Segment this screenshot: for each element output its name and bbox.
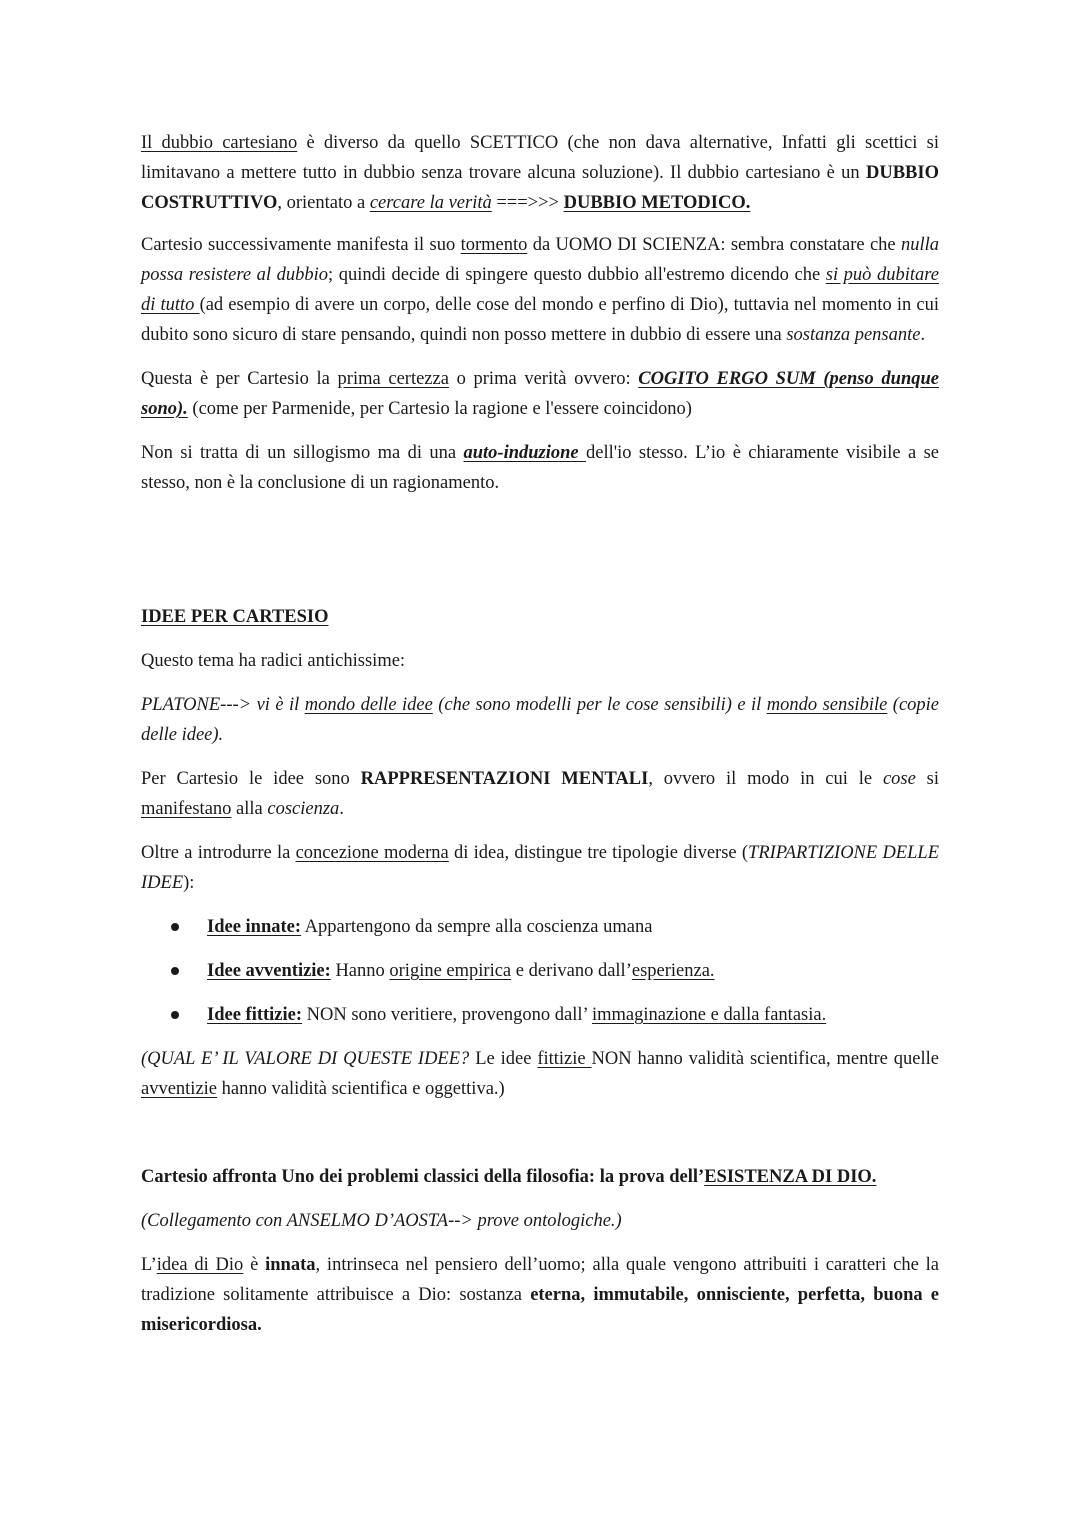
text-span: si	[915, 769, 939, 789]
term-prima-certezza: prima certezza	[337, 369, 449, 389]
document-page	[141, 128, 939, 1340]
text-span: ):	[183, 873, 195, 893]
term-fittizie: fittizie	[537, 1049, 592, 1069]
term-cercare-verita: cercare la verità	[369, 193, 492, 213]
bullet-icon	[171, 1011, 179, 1019]
section-heading-idee: IDEE PER CARTESIO	[141, 607, 329, 627]
term-origine-empirica: origine empirica	[389, 961, 512, 981]
list-item-label: Idee avventizie:	[207, 961, 331, 981]
text-span: Cartesio affronta Uno dei problemi classici della filosofia: la prova dell’	[141, 1167, 705, 1187]
text-span: NON hanno validità scientifica, mentre quelle	[591, 1049, 939, 1069]
text-span: alla	[231, 799, 268, 819]
paragraph-rappresentazioni	[141, 764, 939, 824]
bullet-icon	[171, 923, 179, 931]
term-rappresentazioni-mentali: RAPPRESENTAZIONI MENTALI	[360, 769, 649, 789]
term-immaginazione: immaginazione e dalla fantasia.	[591, 1005, 827, 1025]
term-nulla-resiste: nulla possa resistere al dubbio	[141, 235, 939, 285]
text-span: (copie delle idee).	[141, 695, 939, 745]
term-dubitare-tutto: si può dubitare di tutto	[141, 265, 939, 315]
term-concezione-moderna: concezione moderna	[295, 843, 449, 863]
text-span: da UOMO DI SCIENZA: sembra constatare che	[527, 235, 901, 255]
spacer	[141, 498, 939, 602]
text-span: NON sono veritiere, provengono dall’	[302, 1005, 592, 1025]
term-sostanza-pensante: sostanza pensante	[786, 325, 921, 345]
text-span: Le idee	[469, 1049, 538, 1069]
arrow-text: ===>>>	[491, 193, 564, 213]
text-span: Hanno	[330, 961, 390, 981]
text-span: (che sono modelli per le cose sensibili) e il	[432, 695, 767, 715]
text-span: , ovvero il modo in cui le	[648, 769, 883, 789]
text-span: è diverso da quello SCETTICO (che non dava alternative, Infatti gli scettici si limitavano a mettere tutto in dubbio senza trovare alcuna soluzione). Il dubbio cartesiano è un	[141, 133, 939, 183]
term-auto-induzione: auto-induzione	[463, 443, 587, 463]
paragraph-dubbio	[141, 128, 939, 218]
text-span: PLATONE---> vi è il	[141, 695, 305, 715]
term-mondo-sensibile: mondo sensibile	[766, 695, 888, 715]
text-span: Cartesio successivamente manifesta il suo	[141, 235, 461, 255]
text-span: Questa è per Cartesio la	[141, 369, 338, 389]
paragraph-esistenza-dio	[141, 1162, 939, 1192]
spacer	[141, 1104, 939, 1162]
text-span: e derivano dall’	[511, 961, 632, 981]
text-span: L’	[141, 1255, 157, 1275]
paragraph-idea-dio	[141, 1250, 939, 1340]
text-span: Per Cartesio le idee sono	[141, 769, 361, 789]
paragraph-platone	[141, 690, 939, 750]
paragraph-anselmo: (Collegamento con ANSELMO D’AOSTA--> prove ontologiche.)	[141, 1211, 622, 1231]
term-attributi-dio: eterna, immutabile, onnisciente, perfetta, buona e misericordiosa.	[141, 1285, 939, 1335]
text-span: ; quindi decide di spingere questo dubbio all'estremo dicendo che	[327, 265, 826, 285]
term-dubbio-costruttivo: DUBBIO COSTRUTTIVO	[141, 163, 939, 213]
text-span: Appartengono da sempre alla coscienza umana	[301, 917, 653, 937]
list-item	[171, 912, 939, 942]
text-span: (QUAL E’ IL VALORE DI QUESTE IDEE?	[141, 1049, 470, 1069]
text-span: hanno validità scientifica e oggettiva.)	[217, 1079, 505, 1099]
text-span: di idea, distingue tre tipologie diverse (	[448, 843, 749, 863]
term-tripartizione: TRIPARTIZIONE DELLE IDEE	[141, 843, 939, 893]
term-esistenza-dio: ESISTENZA DI DIO.	[704, 1167, 877, 1187]
text-span: (ad esempio di avere un corpo, delle cose del mondo e perfino di Dio), tuttavia nel momento in cui dubito sono sicuro di stare pensando, quindi non posso mettere in dubbio di essere una	[141, 295, 939, 345]
text-span: .	[339, 799, 344, 819]
term-innata: innata	[265, 1255, 316, 1275]
list-item-label: Idee fittizie:	[207, 1005, 303, 1025]
paragraph-radici: Questo tema ha radici antichissime:	[141, 651, 406, 671]
paragraph-valore	[141, 1044, 939, 1104]
term-tormento: tormento	[460, 235, 528, 255]
text-span: (come per Parmenide, per Cartesio la ragione e l'essere coincidono)	[187, 399, 692, 419]
text-span: dell'io stesso. L’io è chiaramente visibile a se stesso, non è la conclusione di un ragionamento.	[141, 443, 939, 493]
term-idea-dio: idea di Dio	[156, 1255, 244, 1275]
paragraph-cogito	[141, 364, 939, 424]
text-span: , orientato a	[277, 193, 370, 213]
text-span: o prima verità ovvero:	[448, 369, 639, 389]
term-mondo-idee: mondo delle idee	[304, 695, 433, 715]
text-span: .	[920, 325, 926, 345]
text-span: Non si tratta di un sillogismo ma di una	[141, 443, 464, 463]
paragraph-auto-induzione	[141, 438, 939, 498]
term-avventizie: avventizie	[141, 1079, 218, 1099]
term-esperienza: esperienza.	[631, 961, 715, 981]
list-item-label: Idee innate:	[207, 917, 302, 937]
list-item	[171, 1000, 939, 1030]
term-cose: cose	[882, 769, 916, 789]
text-span: , intrinseca nel pensiero dell’uomo; alla quale vengono attribuiti i caratteri che la tradizione solitamente attribuisce a Dio: sostanza	[141, 1255, 939, 1305]
term-dubbio-cartesiano: Il dubbio cartesiano	[141, 133, 298, 153]
term-dubbio-metodico: DUBBIO METODICO.	[563, 193, 751, 213]
text-span: è	[243, 1255, 266, 1275]
paragraph-tormento	[141, 230, 939, 350]
term-cogito: COGITO ERGO SUM (penso dunque sono).	[141, 369, 939, 419]
bullet-icon	[171, 967, 179, 975]
list-item	[171, 956, 939, 986]
paragraph-tripartizione	[141, 838, 939, 898]
term-manifestano: manifestano	[141, 799, 232, 819]
term-coscienza: coscienza	[267, 799, 340, 819]
bullet-list-idee	[141, 912, 939, 1030]
text-span: Oltre a introdurre la	[141, 843, 296, 863]
